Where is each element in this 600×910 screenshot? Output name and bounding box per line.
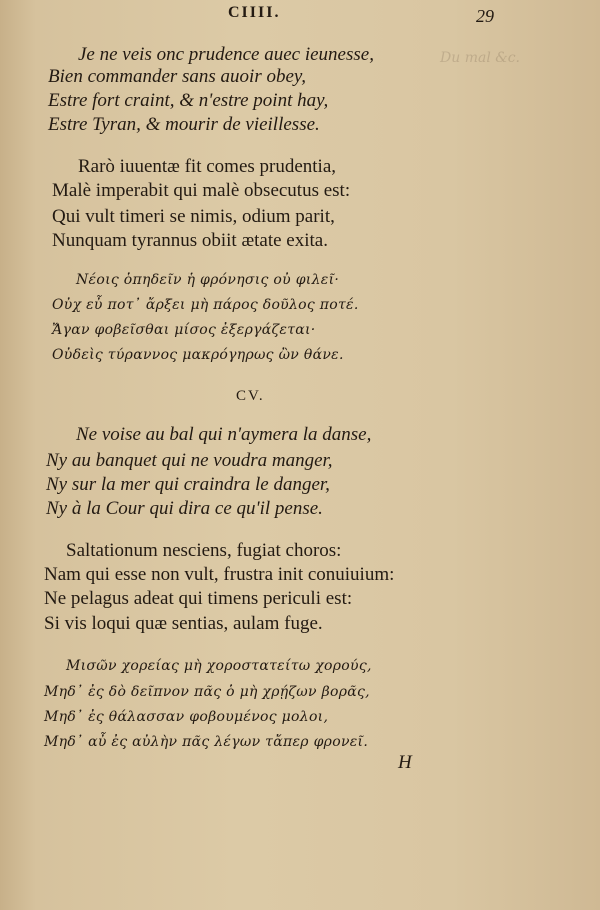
header-title: CIIII. bbox=[228, 4, 281, 21]
verse-line: Qui vult timeri se nimis, odium parit, bbox=[52, 206, 335, 227]
verse-line: Bien commander sans auoir obey, bbox=[48, 66, 307, 87]
verse-line: Ny à la Cour qui dira ce qu'il pense. bbox=[46, 498, 323, 519]
verse-line: Μηδ᾽ ἐς θάλασσαν φοβουμένος μολοι, bbox=[44, 709, 329, 725]
verse-line: Οὐδεὶς τύραννος μακρόγηρως ὢν θάνε. bbox=[52, 347, 344, 363]
verse-line: Οὐχ εὖ ποτ᾽ ἄρξει μὴ πάρος δοῦλος ποτέ. bbox=[52, 297, 359, 313]
show-through-text: Du mal &c. bbox=[440, 50, 520, 66]
page-number: 29 bbox=[476, 6, 494, 26]
section-heading: CV. bbox=[236, 388, 265, 404]
verse-line: Nam qui esse non vult, frustra init conuiuium: bbox=[44, 564, 395, 585]
verse-line: Estre Tyran, & mourir de vieillesse. bbox=[48, 114, 320, 135]
verse-line: Saltationum nesciens, fugiat choros: bbox=[66, 540, 342, 561]
verse-line: Je ne veis onc prudence auec ieunesse, bbox=[78, 44, 374, 65]
verse-line: Si vis loqui quæ sentias, aulam fuge. bbox=[44, 613, 323, 634]
verse-line: Ne voise au bal qui n'aymera la danse, bbox=[76, 424, 372, 445]
signature-mark: H bbox=[398, 752, 412, 773]
verse-line: Ny sur la mer qui craindra le danger, bbox=[46, 474, 330, 495]
verse-line: Rarò iuuentæ fit comes prudentia, bbox=[78, 156, 337, 177]
verse-line: Νέοις ὁπηδεῖν ἡ φρόνησις οὐ φιλεῖ· bbox=[76, 272, 340, 288]
verse-line: Ny au banquet qui ne voudra manger, bbox=[46, 450, 333, 471]
verse-line: Ἄγαν φοβεῖσθαι μίσος ἐξεργάζεται· bbox=[52, 322, 316, 338]
verse-line: Ne pelagus adeat qui timens periculi est: bbox=[44, 588, 353, 609]
verse-line: Malè imperabit qui malè obsecutus est: bbox=[52, 180, 351, 201]
verse-line: Μηδ᾽ αὖ ἐς αὐλὴν πᾶς λέγων τἄπερ φρονεῖ. bbox=[44, 734, 369, 750]
verse-line: Estre fort craint, & n'estre point hay, bbox=[48, 90, 329, 111]
running-header bbox=[0, 4, 600, 28]
verse-line: Nunquam tyrannus obiit ætate exita. bbox=[52, 230, 328, 251]
verse-line: Μηδ᾽ ἐς δὸ δεῖπνον πᾶς ὁ μὴ χρῄζων βορᾶς, bbox=[44, 684, 370, 700]
verse-line: Μισῶν χορείας μὴ χοροστατείτω χορούς, bbox=[66, 658, 372, 674]
